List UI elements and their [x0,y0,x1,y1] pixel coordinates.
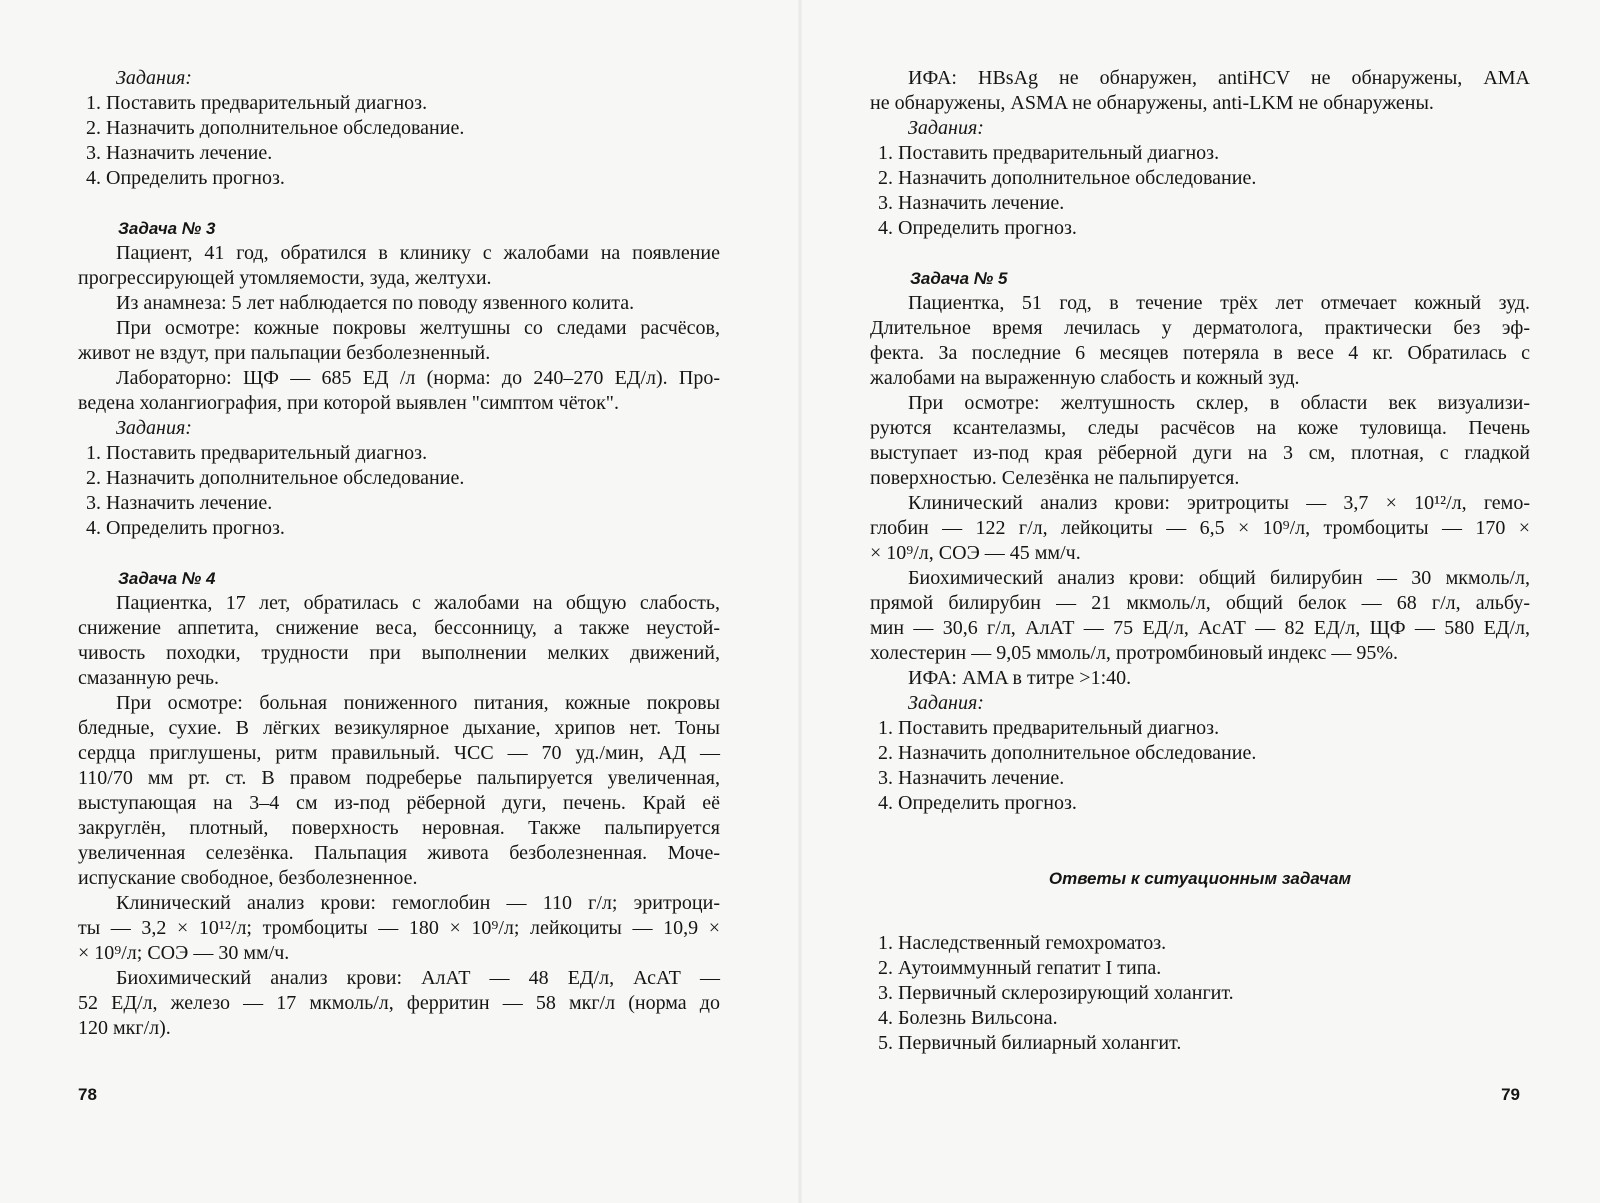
answer-item: 4. Болезнь Вильсона. [878,1007,1058,1029]
text-line: Биохимический анализ крови: общий билирубин — 30 мкмоль/л, [908,567,1530,589]
problem-5-heading: Задача № 5 [910,269,1008,288]
text-line: жалобами на выраженную слабость и кожный зуд. [870,367,1300,389]
text-line: 52 ЕД/л, железо — 17 мкмоль/л, ферритин — 58 мкг/л (норма до [78,992,720,1014]
task-item: 4. Определить прогноз. [878,217,1077,239]
text-line: чивость походки, трудности при выполнении мелких движений, [78,642,720,664]
text-line: прямой билирубин — 21 мкмоль/л, общий белок — 68 г/л, альбу- [870,592,1530,614]
page-number-left: 78 [78,1085,97,1104]
text-line: Клинический анализ крови: эритроциты — 3,7 × 10¹²/л, гемо- [908,492,1530,514]
text-line: ИФА: AMA в титре >1:40. [908,667,1132,689]
text-line: Пациентка, 17 лет, обратилась с жалобами на общую слабость, [116,592,720,614]
text-line: Лабораторно: ЩФ — 685 ЕД /л (норма: до 240–270 ЕД/л). Про- [116,367,720,389]
task-item: 3. Назначить лечение. [878,192,1065,214]
text-line: 110/70 мм рт. ст. В правом подреберье пальпируется увеличенная, [78,767,720,789]
text-line: фекта. За последние 6 месяцев потеряла в весе 4 кг. Обратилась с [870,342,1530,364]
task-item: 3. Назначить лечение. [86,492,273,514]
text-line: холестерин — 9,05 ммоль/л, протромбиновый индекс — 95%. [870,642,1398,664]
task-item: 2. Назначить дополнительное обследование. [878,167,1257,189]
text-line: мин — 30,6 г/л, АлАТ — 75 ЕД/л, АсАТ — 82 ЕД/л, ЩФ — 580 ЕД/л, [870,617,1530,639]
task-item: 2. Назначить дополнительное обследование. [86,467,465,489]
text-line: увеличенная селезёнка. Пальпация живота безболезненная. Моче- [78,842,720,864]
text-line: глобин — 122 г/л, лейкоциты — 6,5 × 10⁹/л, тромбоциты — 170 × [870,517,1530,539]
tasks-label: Задания: [908,692,984,714]
text-line: снижение аппетита, снижение веса, бессонницу, а также неустой- [78,617,720,639]
answer-item: 5. Первичный билиарный холангит. [878,1032,1182,1054]
text-line: Клинический анализ крови: гемоглобин — 110 г/л; эритроци- [116,892,720,914]
text-line: При осмотре: желтушность склер, в области век визуализи- [908,392,1530,414]
text-line: Пациентка, 51 год, в течение трёх лет отмечает кожный зуд. [908,292,1530,314]
text-line: выступающая на 3–4 см из-под рёберной дуги, печень. Край её [78,792,720,814]
page-number-right: 79 [1501,1085,1520,1104]
text-line: прогрессирующей утомляемости, зуда, желтухи. [78,267,492,289]
task-item: 1. Поставить предварительный диагноз. [878,717,1220,739]
task-item: 1. Поставить предварительный диагноз. [86,442,428,464]
text-line: сердца приглушены, ритм правильный. ЧСС — 70 уд./мин, АД — [78,742,720,764]
tasks-label: Задания: [908,117,984,139]
text-line: закруглён, плотный, поверхность неровная. Также пальпируется [78,817,720,839]
text-line: выступает из-под края рёберной дуги на 3 см, плотная, с гладкой [870,442,1530,464]
problem-4-heading: Задача № 4 [118,569,216,588]
answer-item: 3. Первичный склерозирующий холангит. [878,982,1234,1004]
tasks-label: Задания: [116,67,192,89]
text-line: смазанную речь. [78,667,219,689]
task-item: 1. Поставить предварительный диагноз. [86,92,428,114]
text-line: При осмотре: больная пониженного питания, кожные покровы [116,692,720,714]
text-line: поверхностью. Селезёнка не пальпируется. [870,467,1240,489]
answers-heading: Ответы к ситуационным задачам [1048,869,1352,888]
text-line: бледные, сухие. В лёгких везикулярное дыхание, хрипов нет. Тоны [78,717,720,739]
text-line: Длительное время лечилась у дерматолога, практически без эф- [870,317,1530,339]
task-item: 4. Определить прогноз. [878,792,1077,814]
task-item: 1. Поставить предварительный диагноз. [878,142,1220,164]
text-line: ты — 3,2 × 10¹²/л; тромбоциты — 180 × 10⁹/л; лейкоциты — 10,9 × [78,917,720,939]
task-item: 3. Назначить лечение. [86,142,273,164]
task-item: 4. Определить прогноз. [86,517,285,539]
text-line: ИФА: HBsAg не обнаружен, antiHCV не обнаружены, AMA [908,67,1530,89]
text-line: × 10⁹/л, СОЭ — 45 мм/ч. [870,542,1081,564]
task-item: 2. Назначить дополнительное обследование. [86,117,465,139]
text-line: × 10⁹/л; СОЭ — 30 мм/ч. [78,942,290,964]
answer-item: 2. Аутоиммунный гепатит I типа. [878,957,1162,979]
text-line: Пациент, 41 год, обратился в клинику с жалобами на появление [116,242,720,264]
text-line: Биохимический анализ крови: АлАТ — 48 ЕД/л, АсАТ — [116,967,720,989]
text-line: живот не вздут, при пальпации безболезненный. [78,342,491,364]
answer-item: 1. Наследственный гемохроматоз. [878,932,1167,954]
text-line: не обнаружены, ASMA не обнаружены, anti-LKM не обнаружены. [870,92,1434,114]
tasks-label: Задания: [116,417,192,439]
page-right [800,0,1600,1203]
text-line: При осмотре: кожные покровы желтушны со следами расчёсов, [116,317,720,339]
task-item: 3. Назначить лечение. [878,767,1065,789]
task-item: 2. Назначить дополнительное обследование. [878,742,1257,764]
problem-3-heading: Задача № 3 [118,219,216,238]
text-line: ведена холангиография, при которой выявлен "симптом чёток". [78,392,619,414]
task-item: 4. Определить прогноз. [86,167,285,189]
text-line: испускание свободное, безболезненное. [78,867,418,889]
text-line: 120 мкг/л). [78,1017,171,1039]
text-line: руются ксантелазмы, следы расчёсов на коже туловища. Печень [870,417,1530,439]
text-line: Из анамнеза: 5 лет наблюдается по поводу язвенного колита. [116,292,635,314]
